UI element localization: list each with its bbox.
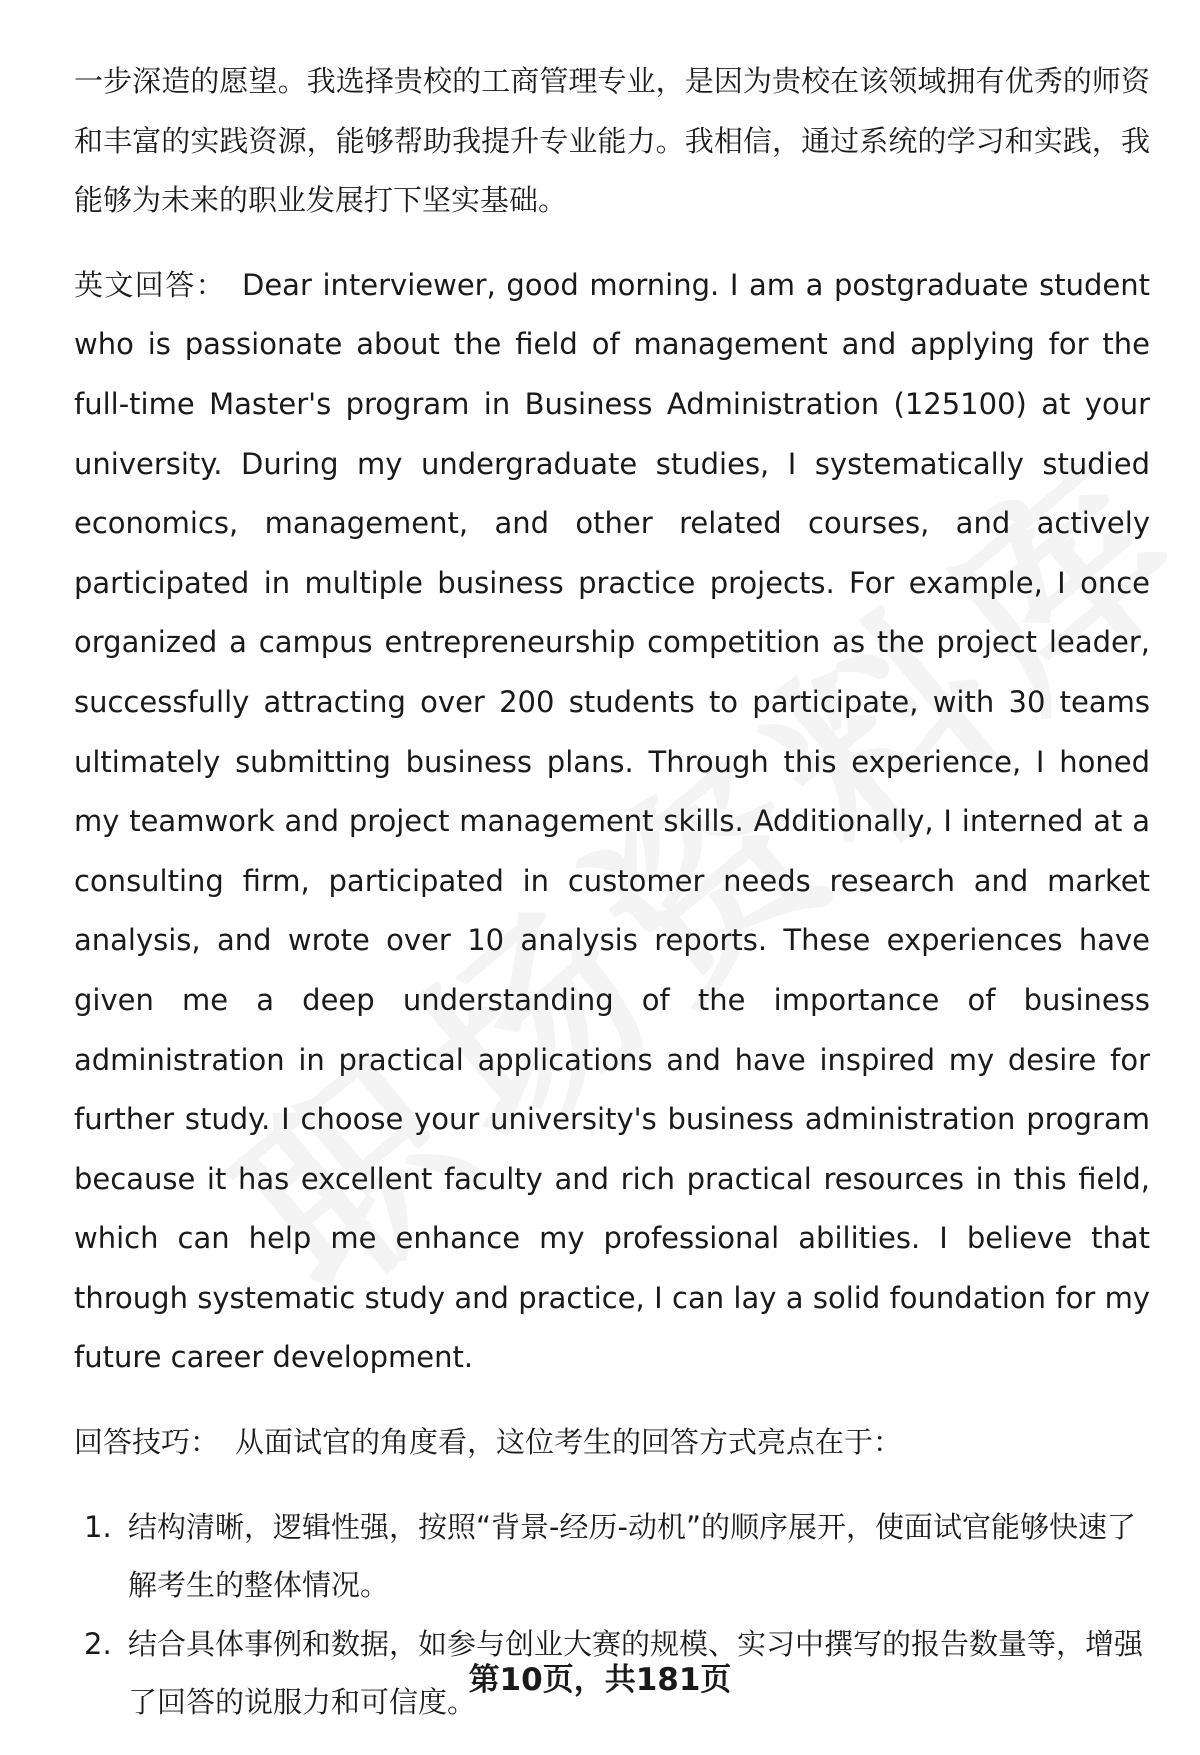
- english-answer-text: Dear interviewer, good morning. I am a postgraduate student who is passionate about the field of management and applying for the full-time Master's program in Business Administration (125100) at your university. During my undergraduate studies, I systematically studied economics, management, and other related courses, and actively participated in multiple business practice projects. For example, I once organized a campus entrepreneurship competition as the project leader, successfully attracting over 200 students to participate, with 30 teams ultimately submitting business plans. Through this experience, I honed my teamwork and project management skills. Additionally, I interned at a consulting firm, participated in customer needs research and market analysis, and wrote over 10 analysis reports. These experiences have given me a deep understanding of the importance of business administration in practical applications and have inspired my desire for further study. I choose your university's business administration program because it has excellent faculty and rich practical resources in this field, which can help me enhance my professional abilities. I believe that through systematic study and practice, I can lay a solid foundation for my future career development.: [74, 267, 1150, 1375]
- tips-label: 回答技巧：: [74, 1425, 220, 1460]
- page-indicator: 第10页，共181页: [468, 1662, 732, 1698]
- list-item-number: 1.: [84, 1509, 112, 1544]
- tips-paragraph: [74, 1413, 1150, 1473]
- list-item: [74, 1498, 1150, 1614]
- english-answer-label: 英文回答：: [74, 267, 226, 302]
- list-item-text: 结合具体事例和数据，如参与创业大赛的规模、实习中撰写的报告数量等，增强了回答的说服力和可信度。: [128, 1626, 1144, 1719]
- list-item-text: 结构清晰，逻辑性强，按照“背景-经历-动机”的顺序展开，使面试官能够快速了解考生的整体情况。: [128, 1509, 1136, 1602]
- list-item-number: 2.: [84, 1626, 112, 1661]
- tips-intro-text: 从面试官的角度看，这位考生的回答方式亮点在于：: [235, 1425, 903, 1460]
- english-answer-paragraph: [74, 256, 1150, 1388]
- document-page: [74, 52, 1150, 1732]
- intro-paragraph: 一步深造的愿望。我选择贵校的工商管理专业，是因为贵校在该领域拥有优秀的师资和丰富的实践资源，能够帮助我提升专业能力。我相信，通过系统的学习和实践，我能够为未来的职业发展打下坚实基础。: [74, 64, 1150, 218]
